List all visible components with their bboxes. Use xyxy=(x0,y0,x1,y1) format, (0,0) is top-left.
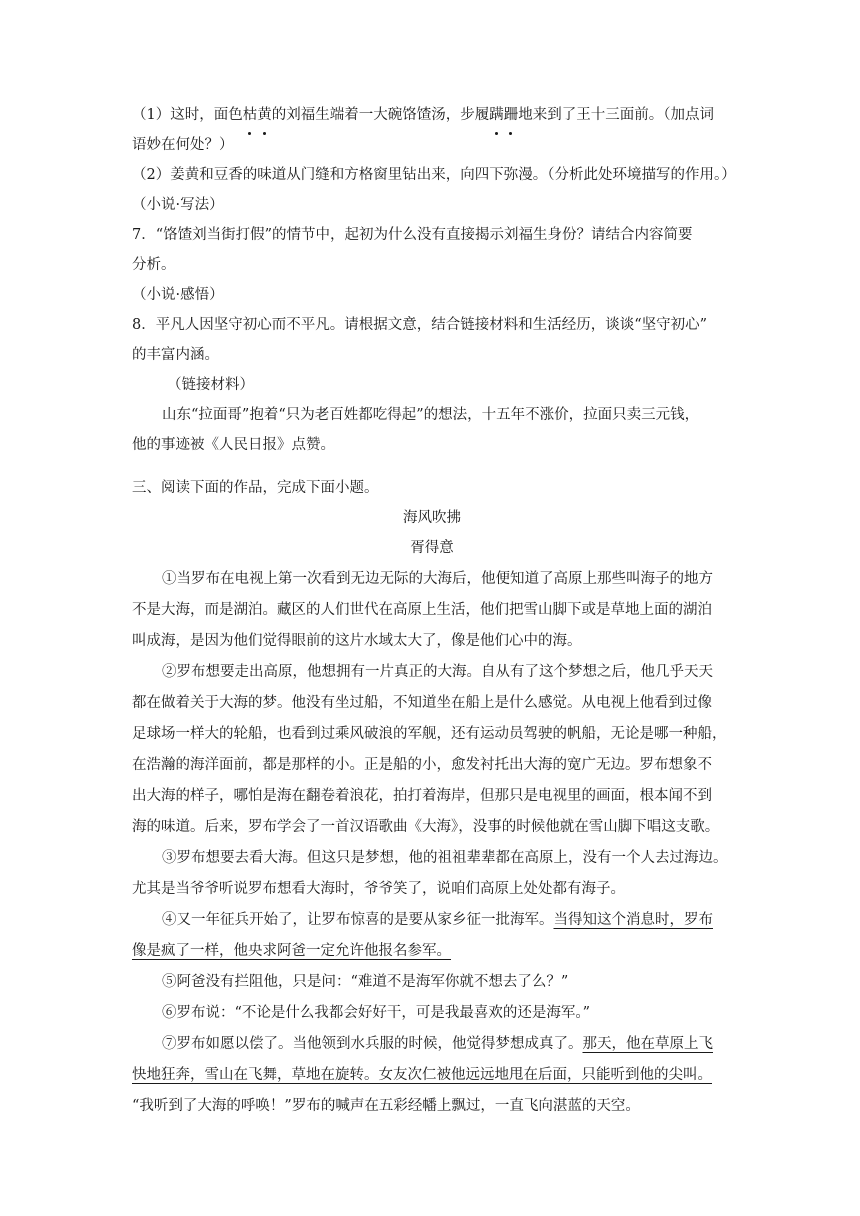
paragraph-1-line1: ①当罗布在电视上第一次看到无边无际的大海后，他便知道了高原上那些叫海子的地方 xyxy=(162,571,713,587)
q7-line2: 分析。 xyxy=(132,257,176,273)
underlined-sentence: 当得知这个消息时，罗布 xyxy=(553,912,713,928)
paragraph-2-line4: 在浩瀚的海洋面前，都是那样的小。正是船的小，愈发衬托出大海的宽广无边。罗布想象不 xyxy=(132,757,712,773)
q6-item1-text-b: 的刘福生端着一大碗饹馇汤，步履 xyxy=(271,107,490,123)
paragraph-5: ⑤阿爸没有拦阻他，只是问：“难道不是海军你就不想去了么？” xyxy=(162,974,569,990)
q8-line2: 的丰富内涵。 xyxy=(132,347,219,363)
paragraph-7-line1 xyxy=(132,1029,732,1060)
paragraph-1-line3: 叫成海，是因为他们觉得眼前的这片水域太大了，像是他们心中的海。 xyxy=(132,633,582,649)
link-material-line2: 他的事迹被《人民日报》点赞。 xyxy=(132,437,335,453)
q6-item1-text-c: 地来到了王十三面前。（加点词 xyxy=(518,107,714,123)
article-title: 海风吹拂 xyxy=(403,510,461,526)
paragraph-4-text: ④又一年征兵开始了，让罗布惊喜的是要从家乡征一批海军。 xyxy=(162,912,554,928)
q8-tag: （小说·感悟） xyxy=(132,287,224,303)
paragraph-2-line3: 足球场一样大的轮船，也看到过乘风破浪的军舰，还有运动员驾驶的帆船，无论是哪一种船， xyxy=(132,726,727,742)
paragraph-7-line2 xyxy=(132,1060,732,1091)
q6-item1-text-a: （1）这时，面色 xyxy=(132,107,243,123)
q6-item2-line1: （2）姜黄和豆香的味道从门缝和方格窗里钻出来，向四下弥漫。（分析此处环境描写的作用。） xyxy=(132,167,736,183)
q8-line1: 8．平凡人因坚守初心而不平凡。请根据文意，结合链接材料和生活经历，谈谈“坚守初心” xyxy=(132,317,708,333)
article-author: 胥得意 xyxy=(410,540,454,556)
q6-item1-line2: 语妙在何处？） xyxy=(132,137,234,153)
link-material-title: （链接材料） xyxy=(167,377,254,393)
paragraph-7-text: ⑦罗布如愿以偿了。当他领到水兵服的时候，他觉得梦想成真了。 xyxy=(162,1036,583,1052)
paragraph-4-line2 xyxy=(132,936,732,967)
paragraph-2-line6: 海的味道。后来，罗布学会了一首汉语歌曲《大海》，没事的时候他就在雪山脚下唱这支歌。 xyxy=(132,819,720,835)
paragraph-2-line1: ②罗布想要走出高原，他想拥有一片真正的大海。自从有了这个梦想之后，他几乎天天 xyxy=(162,664,713,680)
underlined-sentence: 快地狂奔，雪山在飞舞，草地在旋转。女友次仁被他远远地甩在后面，只能听到他的尖叫。 xyxy=(132,1067,712,1083)
underlined-sentence: 那天，他在草原上飞 xyxy=(582,1036,713,1052)
question-6-block xyxy=(132,100,736,460)
q7-line1: 7．“饹馇刘当街打假”的情节中，起初为什么没有直接揭示刘福生身份？请结合内容简要 xyxy=(132,227,693,243)
emphasis-dot-char: 枯 xyxy=(243,100,258,130)
section-heading: 三、阅读下面的作品，完成下面小题。 xyxy=(132,480,379,496)
paragraph-3-line2: 尤其是当爷爷听说罗布想看大海时，爷爷笑了，说咱们高原上处处都有海子。 xyxy=(132,881,625,897)
paragraph-4-line1 xyxy=(132,905,732,936)
emphasis-dot-char: 蹒 xyxy=(489,100,504,130)
paragraph-7-line3: “我听到了大海的呼唤！”罗布的喊声在五彩经幡上飘过，一直飞向湛蓝的天空。 xyxy=(132,1098,640,1114)
link-material-line1: 山东“拉面哥”抱着“只为老百姓都吃得起”的想法，十五年不涨价，拉面只卖三元钱， xyxy=(162,407,700,423)
paragraph-2-line5: 出大海的样子，哪怕是海在翻卷着浪花，拍打着海岸，但那只是电视里的画面，根本闻不到 xyxy=(132,788,712,804)
q6-item1-line1 xyxy=(132,100,732,130)
section-3-header xyxy=(132,473,732,563)
paragraph-1-line2: 不是大海，而是湖泊。藏区的人们世代在高原上生活，他们把雪山脚下或是草地上面的湖泊 xyxy=(132,602,712,618)
paragraph-6: ⑥罗布说：“不论是什么我都会好好干，可是我最喜欢的还是海军。” xyxy=(162,1005,591,1021)
emphasis-dot-char: 跚 xyxy=(504,100,519,130)
underlined-sentence: 像是疯了一样，他央求阿爸一定允许他报名参军。 xyxy=(132,943,451,959)
paragraph-3-line1: ③罗布想要去看大海。但这只是梦想，他的祖祖辈辈都在高原上，没有一个人去过海边。 xyxy=(162,850,728,866)
emphasis-dot-char: 黄 xyxy=(257,100,272,130)
q7-tag: （小说·写法） xyxy=(132,197,224,213)
paragraph-2-line2: 都在做着关于大海的梦。他没有坐过船，不知道坐在船上是什么感觉。从电视上他看到过像 xyxy=(132,695,712,711)
article-body xyxy=(132,564,732,1122)
